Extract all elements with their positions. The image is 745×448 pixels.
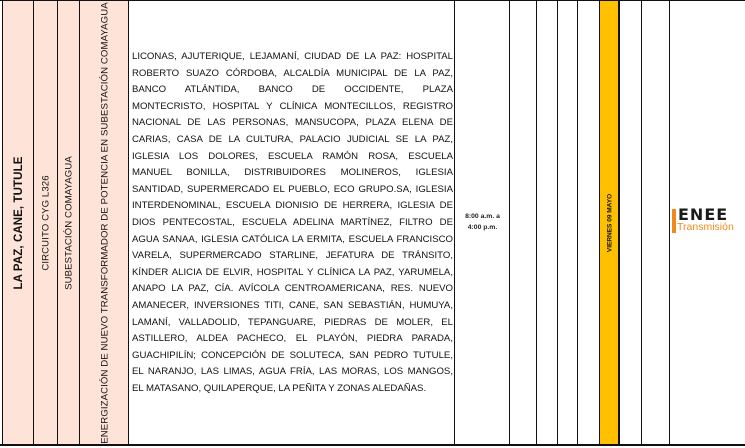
affected-line: MANUEL BONILLA, DISTRIBUIDORES MOLINEROS, IGLESIA <box>132 167 453 179</box>
reason-cell <box>79 1 129 444</box>
affected-line: ANAPO LA PAZ, CÍA. AVÍCOLA CENTROAMERICANA, RES. NUEVO <box>132 283 453 295</box>
affected-line: LAMANÍ, VALLADOLID, TEPANGUARE, PIEDRAS DE MOLER, EL <box>132 316 453 328</box>
affected-line: ASTILLERO, ALDEA PACHECO, EL PLAYÓN, PIEDRA PARADA, <box>132 333 453 345</box>
affected-line: LICONAS, AJUTERIQUE, LEJAMANÍ, CIUDAD DE LA PAZ: HOSPITAL <box>132 51 453 62</box>
substation-cell <box>57 1 80 444</box>
circuit-text: CIRCUITO CYG L326 <box>40 174 52 271</box>
day-label: VIERNES 09 MAYO <box>606 193 613 252</box>
day-cell-highlighted <box>599 1 619 444</box>
logo-mark-icon <box>672 209 676 233</box>
empty-day-cell <box>536 1 558 444</box>
time-end: 4:00 p.m. <box>467 224 498 231</box>
empty-day-cell <box>509 1 537 444</box>
affected-line: MONTECRISTO, HOSPITAL Y CLÍNICA MONTECILLOS, REGISTRO <box>132 100 453 112</box>
affected-line: VARELA, SUPERMERCADO STARLINE, JEFATURA DE TRÁNSITO, <box>132 250 453 262</box>
location-cell <box>2 1 34 444</box>
affected-line: EL MATASANO, QUILAPERQUE, LA PEÑITA Y ZONAS ALEDAÑAS. <box>132 382 427 394</box>
affected-line: GUACHIPILÍN; CONCEPCIÓN DE SOLUTECA, SAN PEDRO TUTULE, <box>132 349 453 361</box>
affected-line: AGUA SANAA, IGLESIA CATÓLICA LA ERMITA, ESCUELA FRANCISCO <box>132 233 453 245</box>
circuit-cell <box>33 1 58 444</box>
enee-logo <box>672 207 745 237</box>
logo-subtitle: Transmisión <box>677 221 734 233</box>
affected-areas-text <box>132 49 453 397</box>
affected-line: EL NARANJO, LAS LIMAS, AGUA FRÍA, LAS MORAS, LOS MANGOS, <box>132 366 453 378</box>
affected-line: AMANECER, INVERSIONES TITI, CANE, SAN SEBASTIÁN, HUMUYA, <box>132 299 453 311</box>
empty-day-cell <box>641 1 670 444</box>
empty-day-cell <box>557 1 578 444</box>
location-text: LA PAZ, CANE, TUTULE <box>12 156 25 289</box>
empty-day-cell <box>618 1 642 444</box>
affected-line: NACIONAL DE LAS PERSONAS, MANSUCOPA, PLAZA ELENA DE <box>132 117 453 129</box>
time-start: 8:00 a.m. a <box>465 213 500 220</box>
empty-day-cell <box>577 1 600 444</box>
affected-line: BANCO ATLÁNTIDA, BANCO DE OCCIDENTE, PLAZA <box>132 84 453 96</box>
affected-line: IGLESIA LOS DOLORES, ESCUELA RAMÓN ROSA, ESCUELA <box>132 150 453 162</box>
substation-text: SUBESTACIÓN COMAYAGUA <box>63 155 75 290</box>
affected-areas-cell <box>128 1 455 444</box>
affected-line: CARIAS, CASA DE LA CULTURA, PALACIO JUDICIAL SE LA PAZ, <box>132 133 453 145</box>
time-range <box>455 211 510 233</box>
affected-line: KÍNDER ALICIA DE ELVIR, HOSPITAL Y CLÍNICA LA PAZ, YARUMELA, <box>132 266 453 278</box>
reason-text: ENERGIZACIÓN DE NUEVO TRANSFORMADOR DE POTENCIA EN SUBESTACIÓN COMAYAGUA <box>99 1 110 444</box>
affected-line: DIOS PENTECOSTAL, ESCUELA ADELINA MARTÍNEZ, FILTRO DE <box>132 216 453 228</box>
time-cell <box>454 1 510 444</box>
affected-line: INTERDENOMINAL, ESCUELA DIONISIO DE HERRERA, IGLESIA DE <box>132 200 453 212</box>
logo-cell <box>669 1 745 444</box>
affected-line: SANTIDAD, SUPERMERCADO EL PUEBLO, ECO GRUPO.SA, IGLESIA <box>132 183 453 195</box>
affected-line: ROBERTO SUAZO CÓRDOBA, ALCALDÍA MUNICIPAL DE LA PAZ, <box>132 67 453 79</box>
logo-name: ENEE <box>678 205 729 224</box>
